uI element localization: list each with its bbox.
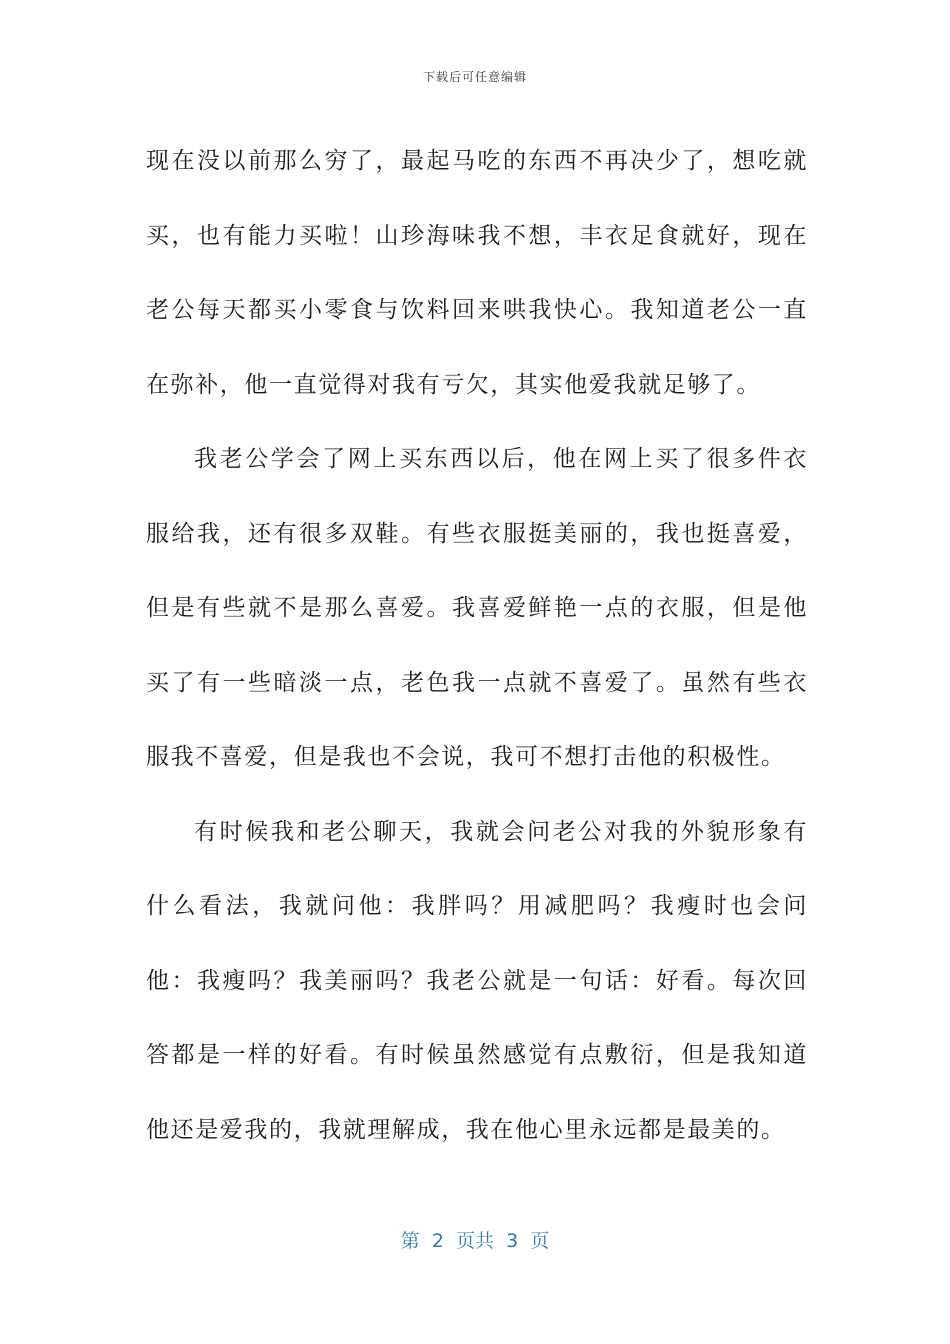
page-header-note: 下载后可任意编辑 <box>422 70 527 84</box>
document-body <box>146 124 808 1167</box>
paragraph-3: 有时候我和老公聊天，我就会问老公对我的外貌形象有什么看法，我就问他：我胖吗？用减肥吗？我瘦时也会问他：我瘦吗？我美丽吗？我老公就是一句话：好看。每次回答都是一样的好看。有时候虽然感觉有点敷衍，但是我知道他还是爱我的，我就理解成，我在他心里永远都是最美的。 <box>146 818 808 1143</box>
page-number-footer: 第 2 页共 3 页 <box>400 1230 550 1252</box>
paragraph-2: 我老公学会了网上买东西以后，他在网上买了很多件衣服给我，还有很多双鞋。有些衣服挺美丽的，我也挺喜爱，但是有些就不是那么喜爱。我喜爱鲜艳一点的衣服，但是他买了有一些暗淡一点，老色我一点就不喜爱了。虽然有些衣服我不喜爱，但是我也不会说，我可不想打击他的积极性。 <box>146 446 808 770</box>
paragraph-1: 现在没以前那么穷了，最起马吃的东西不再决少了，想吃就买，也有能力买啦！山珍海味我不想，丰衣足食就好，现在老公每天都买小零食与饮料回来哄我快心。我知道老公一直在弥补，他一直觉得对我有亏欠，其实他爱我就足够了。 <box>146 148 808 398</box>
